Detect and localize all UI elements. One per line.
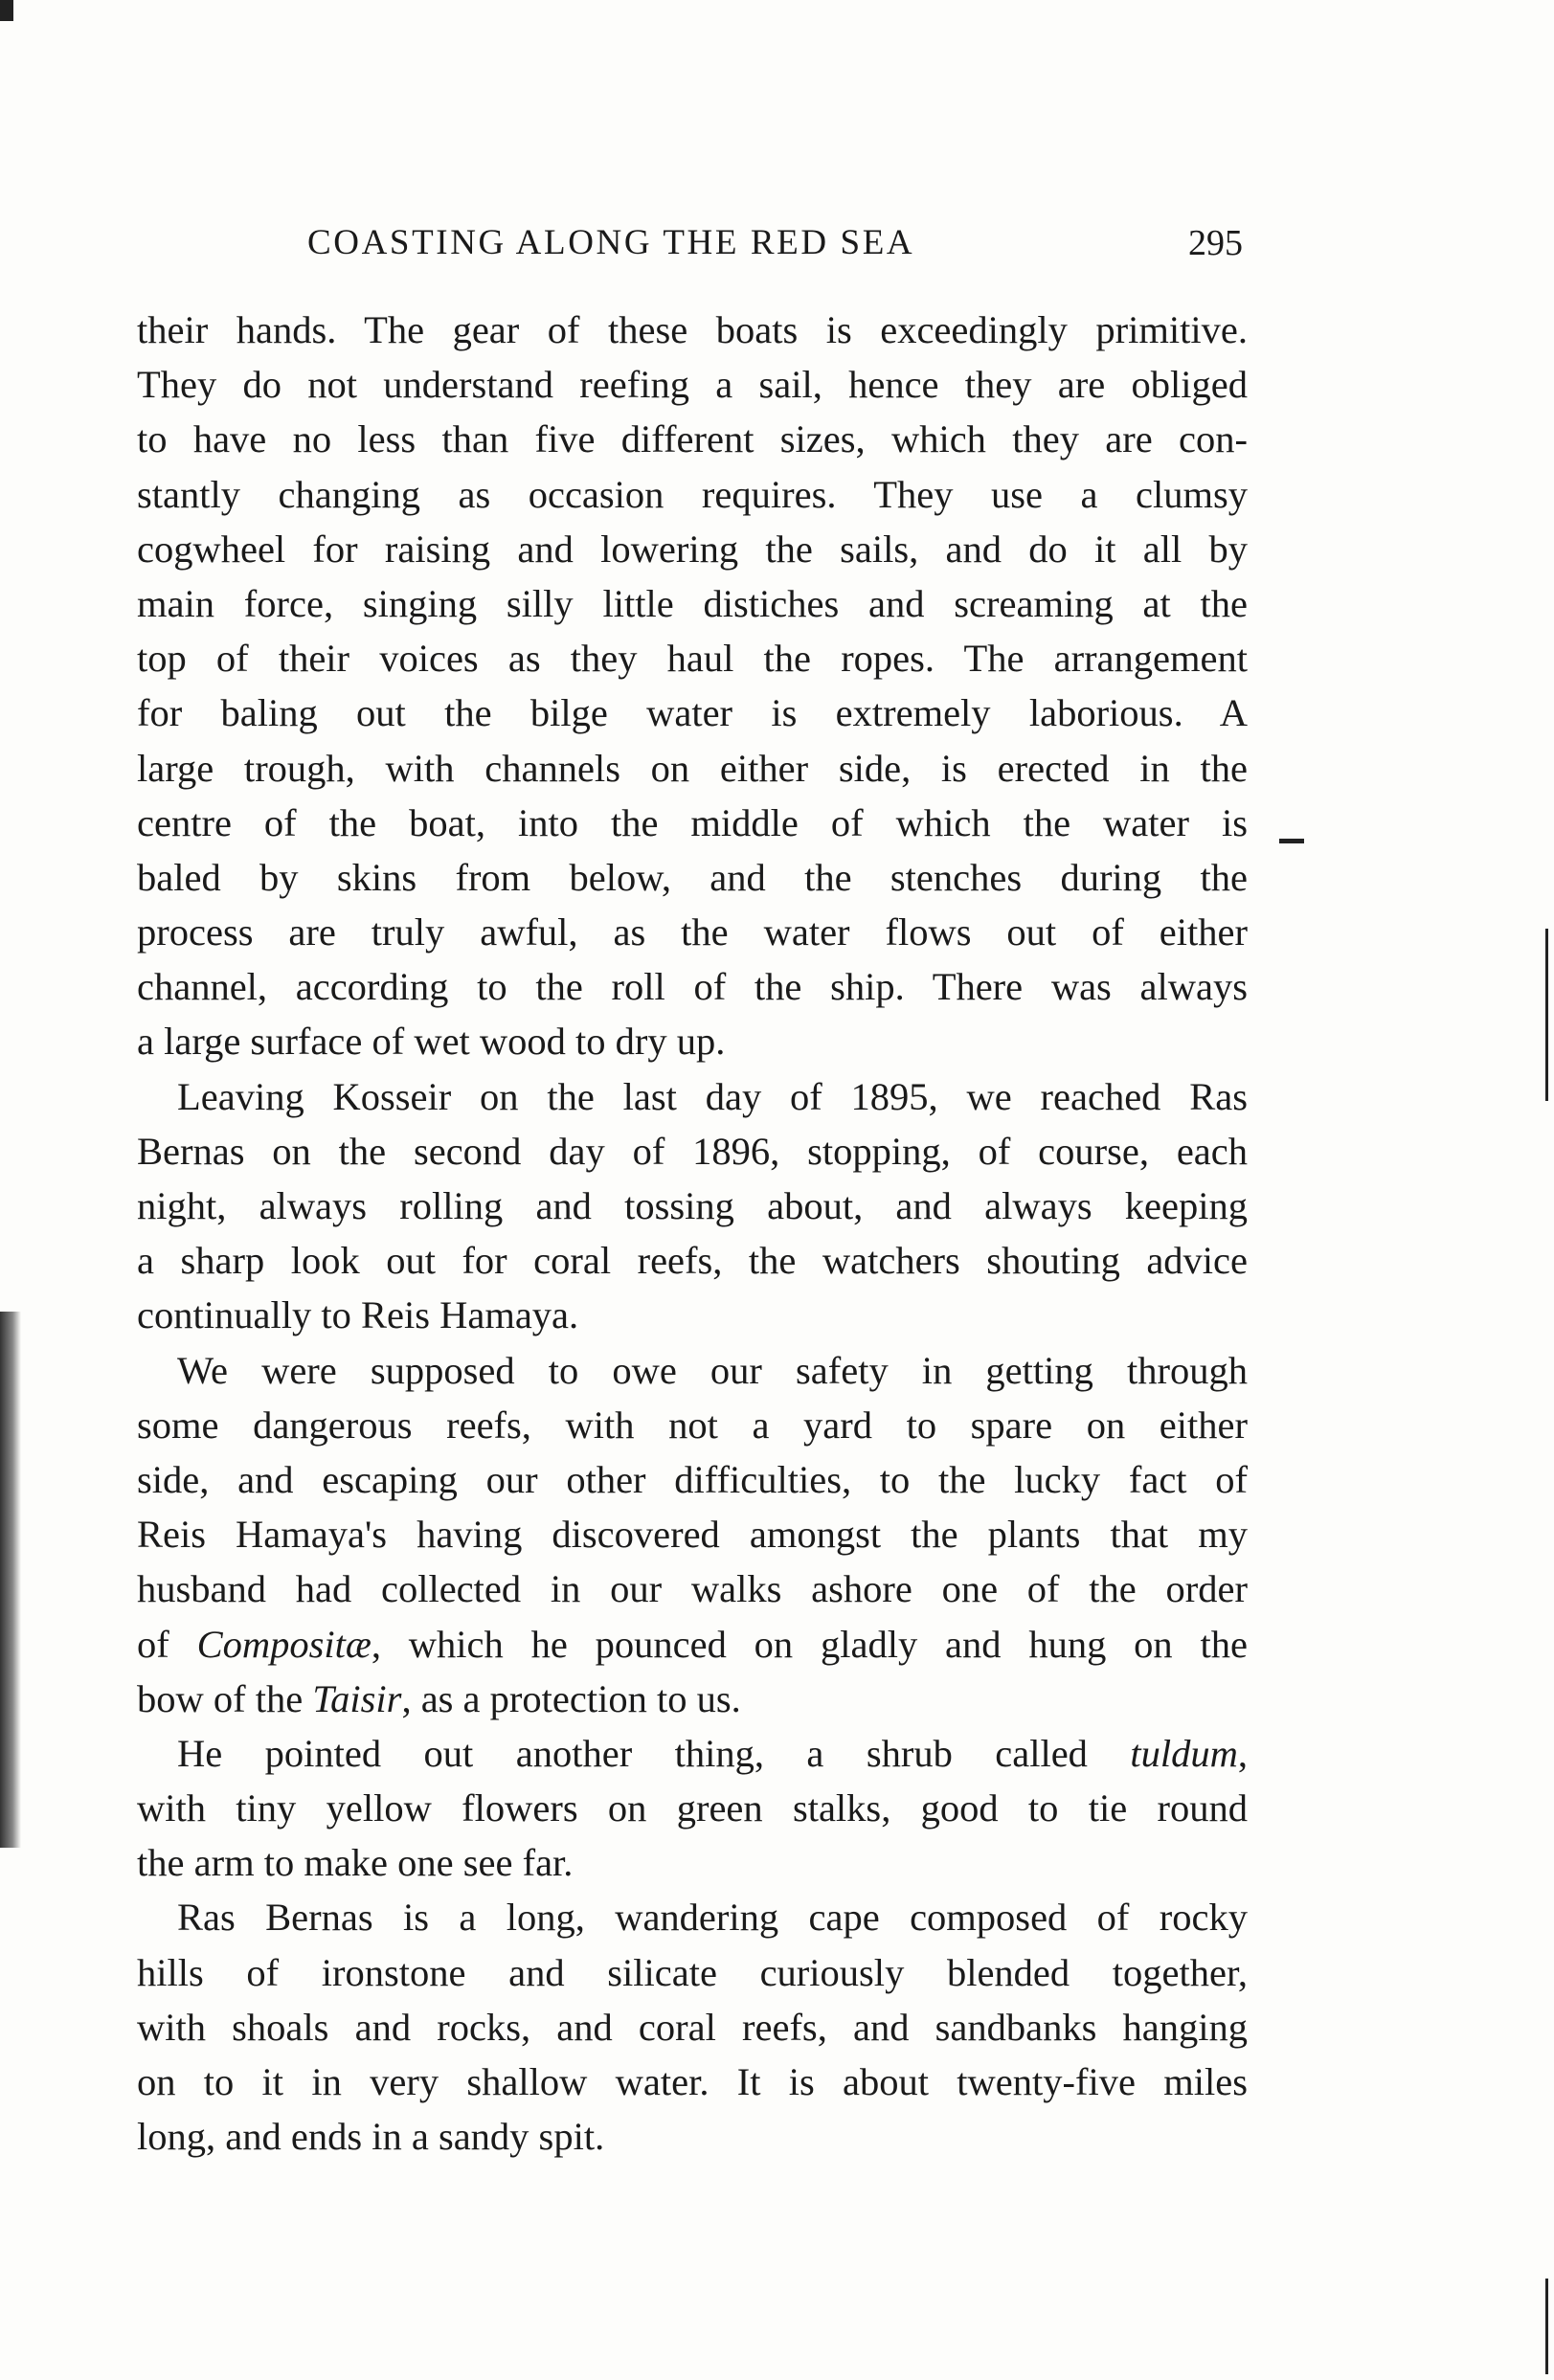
text-segment: of xyxy=(137,1622,197,1666)
text-line xyxy=(137,1233,1248,1288)
text-line xyxy=(137,1945,1248,2000)
text-line xyxy=(137,2054,1248,2109)
text-segment: large trough, with channels on either side, is erected in the xyxy=(137,746,1248,790)
text-line xyxy=(137,741,1248,796)
text-segment: to have no less than five different sizes, which they are con- xyxy=(137,417,1248,461)
text-line xyxy=(137,357,1248,412)
text-segment: stantly changing as occasion requires. They use a clumsy xyxy=(137,472,1248,516)
text-line xyxy=(137,1343,1248,1398)
text-line xyxy=(137,1890,1248,1944)
text-line xyxy=(137,1124,1248,1179)
text-line xyxy=(137,2000,1248,2054)
text-segment: They do not understand reefing a sail, hence they are obliged xyxy=(137,363,1248,407)
text-line xyxy=(137,1507,1248,1561)
scan-artifact xyxy=(0,0,13,21)
text-line xyxy=(137,1014,1248,1068)
text-segment: hills of ironstone and silicate curiously blended together, xyxy=(137,1950,1248,1994)
text-line xyxy=(137,1781,1248,1835)
text-segment: main force, singing silly little distiches and screaming at the xyxy=(137,581,1248,625)
text-line xyxy=(137,1452,1248,1507)
body-text xyxy=(137,303,1248,2164)
italic-term: Taisir xyxy=(312,1676,402,1720)
text-line xyxy=(137,467,1248,522)
italic-term: tuldum xyxy=(1130,1731,1238,1775)
scan-artifact xyxy=(1279,839,1304,843)
text-line xyxy=(137,576,1248,631)
text-line xyxy=(137,522,1248,576)
text-segment: a sharp look out for coral reefs, the watchers shouting advice xyxy=(137,1239,1248,1283)
text-segment: , which he pounced on gladly and hung on the xyxy=(371,1622,1248,1666)
italic-term: Compositæ xyxy=(196,1622,372,1666)
text-segment: for baling out the bilge water is extremely laborious. A xyxy=(137,691,1248,735)
text-line xyxy=(137,1398,1248,1452)
text-segment: with tiny yellow flowers on green stalks, good to tie round xyxy=(137,1786,1248,1830)
text-line xyxy=(137,1069,1248,1124)
text-segment: process are truly awful, as the water flows out of either xyxy=(137,910,1248,954)
text-segment: side, and escaping our other difficulties, to the lucky fact of xyxy=(137,1457,1248,1501)
text-line xyxy=(137,2109,1248,2164)
text-segment: Ras Bernas is a long, wandering cape composed of rocky xyxy=(177,1896,1248,1940)
text-line xyxy=(137,303,1248,357)
scan-artifact xyxy=(0,1312,21,1848)
text-segment: , xyxy=(1237,1731,1248,1775)
text-segment: with shoals and rocks, and coral reefs, and sandbanks hanging xyxy=(137,2005,1248,2049)
text-line xyxy=(137,1617,1248,1672)
text-line xyxy=(137,850,1248,905)
text-segment: centre of the boat, into the middle of which the water is xyxy=(137,800,1248,844)
text-segment: , as a protection to us. xyxy=(401,1676,741,1720)
text-segment: Bernas on the second day of 1896, stopping, of course, each xyxy=(137,1129,1248,1173)
text-segment: their hands. The gear of these boats is exceedingly primitive. xyxy=(137,308,1248,351)
scan-artifact xyxy=(1545,2279,1548,2374)
text-segment: baled by skins from below, and the stenches during the xyxy=(137,855,1248,899)
text-segment: night, always rolling and tossing about, and always keeping xyxy=(137,1184,1248,1227)
text-line xyxy=(137,412,1248,466)
text-line xyxy=(137,1179,1248,1233)
text-segment: long, and ends in a sandy spit. xyxy=(137,2115,605,2159)
text-line xyxy=(137,1288,1248,1342)
text-line xyxy=(137,1726,1248,1781)
text-segment: a large surface of wet wood to dry up. xyxy=(137,1020,726,1064)
text-line xyxy=(137,685,1248,740)
scan-artifact xyxy=(1545,929,1548,1101)
page-number: 295 xyxy=(1188,223,1243,263)
text-segment: top of their voices as they haul the ropes. The arrangement xyxy=(137,637,1248,681)
text-segment: on to it in very shallow water. It is about twenty-five miles xyxy=(137,2060,1248,2103)
text-line xyxy=(137,631,1248,685)
text-segment: bow of the xyxy=(137,1676,313,1720)
text-segment: We were supposed to owe our safety in getting through xyxy=(177,1348,1248,1392)
text-segment: Reis Hamaya's having discovered amongst the plants that my xyxy=(137,1513,1248,1557)
text-segment: husband had collected in our walks ashore one of the order xyxy=(137,1567,1248,1611)
text-segment: He pointed out another thing, a shrub called xyxy=(177,1731,1131,1775)
text-segment: the arm to make one see far. xyxy=(137,1841,574,1885)
running-title: COASTING ALONG THE RED SEA xyxy=(307,223,915,262)
text-segment: channel, according to the roll of the ship. There was always xyxy=(137,965,1248,1009)
text-line xyxy=(137,959,1248,1014)
text-line xyxy=(137,905,1248,959)
text-segment: some dangerous reefs, with not a yard to spare on either xyxy=(137,1403,1248,1447)
text-line xyxy=(137,796,1248,850)
text-line xyxy=(137,1561,1248,1616)
text-segment: Leaving Kosseir on the last day of 1895, we reached Ras xyxy=(177,1074,1248,1118)
text-segment: cogwheel for raising and lowering the sails, and do it all by xyxy=(137,527,1248,571)
text-line xyxy=(137,1672,1248,1726)
text-line xyxy=(137,1835,1248,1890)
text-segment: continually to Reis Hamaya. xyxy=(137,1293,579,1337)
page-header xyxy=(137,218,1245,268)
